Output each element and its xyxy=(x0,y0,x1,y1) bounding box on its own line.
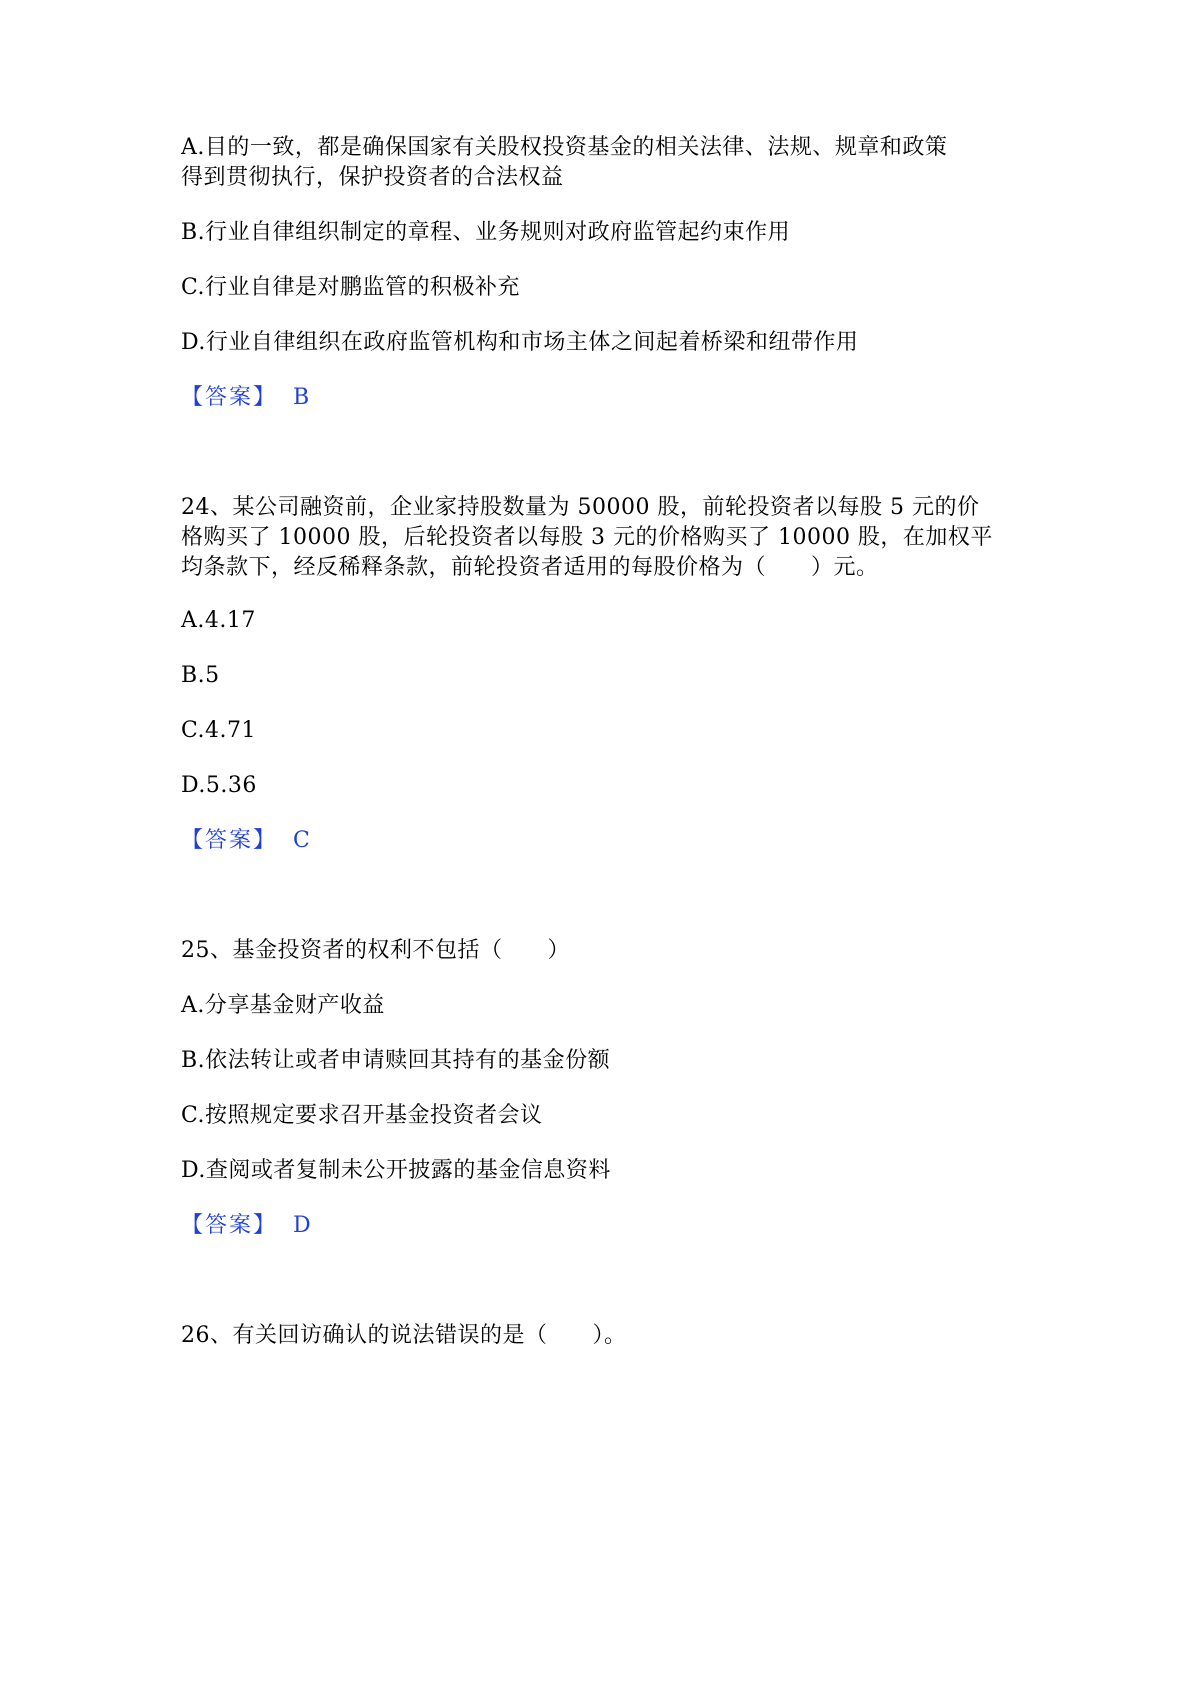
q24-stem-line2: 格购买了 10000 股，后轮投资者以每股 3 元的价格购买了 10000 股，在加权平 xyxy=(181,525,993,550)
q25-option-d: D.查阅或者复制未公开披露的基金信息资料 xyxy=(181,1158,611,1183)
q24-option-d: D.5.36 xyxy=(181,773,257,798)
q24-option-c: C.4.71 xyxy=(181,718,257,743)
q24-answer-label: 【答案】 xyxy=(181,828,278,853)
q24-stem-line1: 24、某公司融资前，企业家持股数量为 50000 股，前轮投资者以每股 5 元的价 xyxy=(181,495,980,520)
q25-answer-value: D xyxy=(293,1213,312,1238)
q24-answer xyxy=(181,826,310,856)
q23-option-a-line1: A.目的一致，都是确保国家有关股权投资基金的相关法律、法规、规章和政策 xyxy=(181,135,948,160)
q24-option-b: B.5 xyxy=(181,663,220,688)
q23-answer-value: B xyxy=(293,385,310,410)
q23-option-b: B.行业自律组织制定的章程、业务规则对政府监管起约束作用 xyxy=(181,220,791,245)
q25-answer-label: 【答案】 xyxy=(181,1213,278,1238)
q24-option-a: A.4.17 xyxy=(181,608,256,633)
q24-stem-line3: 均条款下，经反稀释条款，前轮投资者适用的每股价格为（ ）元。 xyxy=(181,555,879,580)
q23-option-d: D.行业自律组织在政府监管机构和市场主体之间起着桥梁和纽带作用 xyxy=(181,330,859,355)
q25-option-b: B.依法转让或者申请赎回其持有的基金份额 xyxy=(181,1048,611,1073)
q25-option-a: A.分享基金财产收益 xyxy=(181,993,385,1018)
q23-answer-label: 【答案】 xyxy=(181,385,278,410)
q26-stem: 26、有关回访确认的说法错误的是（ ）。 xyxy=(181,1323,627,1348)
q23-option-c: C.行业自律是对鹏监管的积极补充 xyxy=(181,275,521,300)
q25-option-c: C.按照规定要求召开基金投资者会议 xyxy=(181,1103,543,1128)
q25-stem: 25、基金投资者的权利不包括（ ） xyxy=(181,938,570,963)
q23-answer xyxy=(181,383,310,413)
q24-answer-value: C xyxy=(293,828,311,853)
q23-option-a-line2: 得到贯彻执行，保护投资者的合法权益 xyxy=(181,165,564,190)
q25-answer xyxy=(181,1211,311,1241)
